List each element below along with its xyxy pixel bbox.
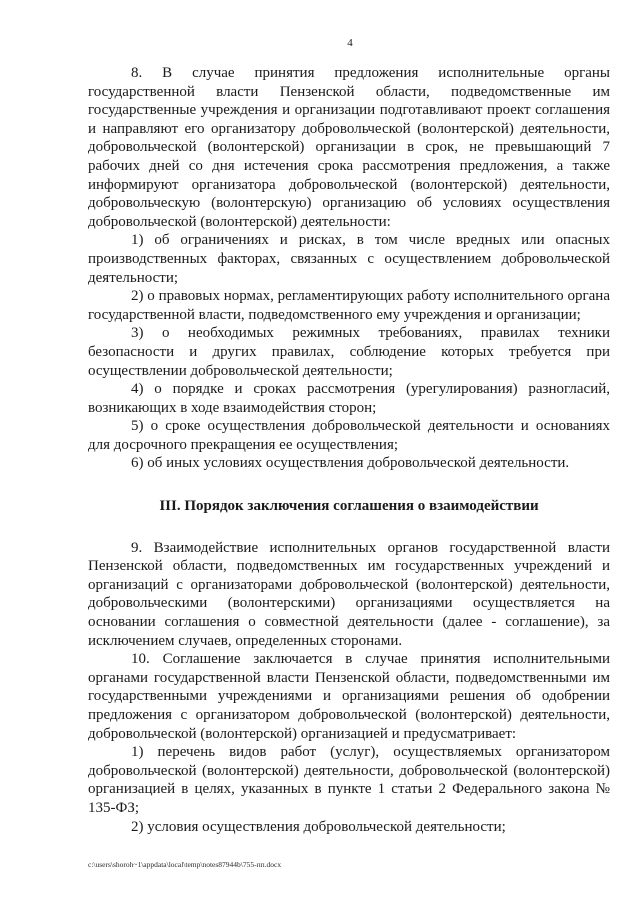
list-item-2: 2) о правовых нормах, регламентирующих работу исполнительного органа государственной власти, подведомственного ему учреждения и организации; xyxy=(88,288,610,323)
list-item-2: 2) условия осуществления добровольческой деятельности; xyxy=(131,818,506,835)
list-item-4: 4) о порядке и сроках рассмотрения (урегулирования) разногласий, возникающих в ходе взаимодействия сторон; xyxy=(88,381,610,416)
paragraph-10: 10. Соглашение заключается в случае принятия исполнительными органами государственной власти Пензенской области, подведомственными им государственными учреждениями и организациями решения об одобрении предложения с организатором добровольческой (волонтерской) деятельности, добровольческой (волонтерской) организацией и предусматривает: xyxy=(88,651,610,742)
paragraph-8: 8. В случае принятия предложения исполнительные органы государственной власти Пензенской области, подведомственные им государственные учреждения и организации подготавливают проект соглашения и направляют его организатору добровольческой (волонтерской) деятельности, добровольческой (волонтерской) организации в срок, не превышающий 7 рабочих дней со дня истечения срока рассмотрения предложения, а также информируют организатора добровольческой (волонтерской) деятельности, добровольческую (волонтерскую) организацию об условиях осуществления добровольческой (волонтерской) деятельности: xyxy=(88,65,610,230)
list-item-1: 1) перечень видов работ (услуг), осуществляемых организатором добровольческой (волонтерской) деятельности, добровольческой (волонтерской) организацией в целях, указанных в пункте 1 статьи 2 Федерального закона № 135-ФЗ; xyxy=(88,744,610,816)
list-item-6: 6) об иных условиях осуществления добровольческой деятельности. xyxy=(131,455,570,472)
list-item-3: 3) о необходимых режимных требованиях, правилах техники безопасности и других правилах, соблюдение которых требуется при осуществлении добровольческой деятельности; xyxy=(88,325,610,379)
section-heading: III. Порядок заключения соглашения о взаимодействии xyxy=(159,498,539,515)
list-item-5: 5) о сроке осуществления добровольческой деятельности и основаниях для досрочного прекращения ее осуществления; xyxy=(88,418,610,453)
page-number: 4 xyxy=(347,37,353,49)
list-item-1: 1) об ограничениях и рисках, в том числе вредных или опасных производственных факторах, связанных с осуществлением добровольческой деятельности; xyxy=(88,232,610,286)
paragraphs-after xyxy=(88,539,610,837)
footer-file-path: c:\users\shoroh~1\appdata\local\temp\notes87944b\755-пп.docx xyxy=(88,860,282,869)
document-body xyxy=(88,64,610,836)
paragraphs-before xyxy=(88,64,610,473)
paragraph-9: 9. Взаимодействие исполнительных органов государственной власти Пензенской области, подведомственных им государственных учреждений и организаций с организаторами добровольческой (волонтерской) деятельности, добровольческими (волонтерскими) организациями осуществляется на основании соглашения о совместной деятельности (далее - соглашение), за исключением случаев, определенных сторонами. xyxy=(88,539,610,649)
